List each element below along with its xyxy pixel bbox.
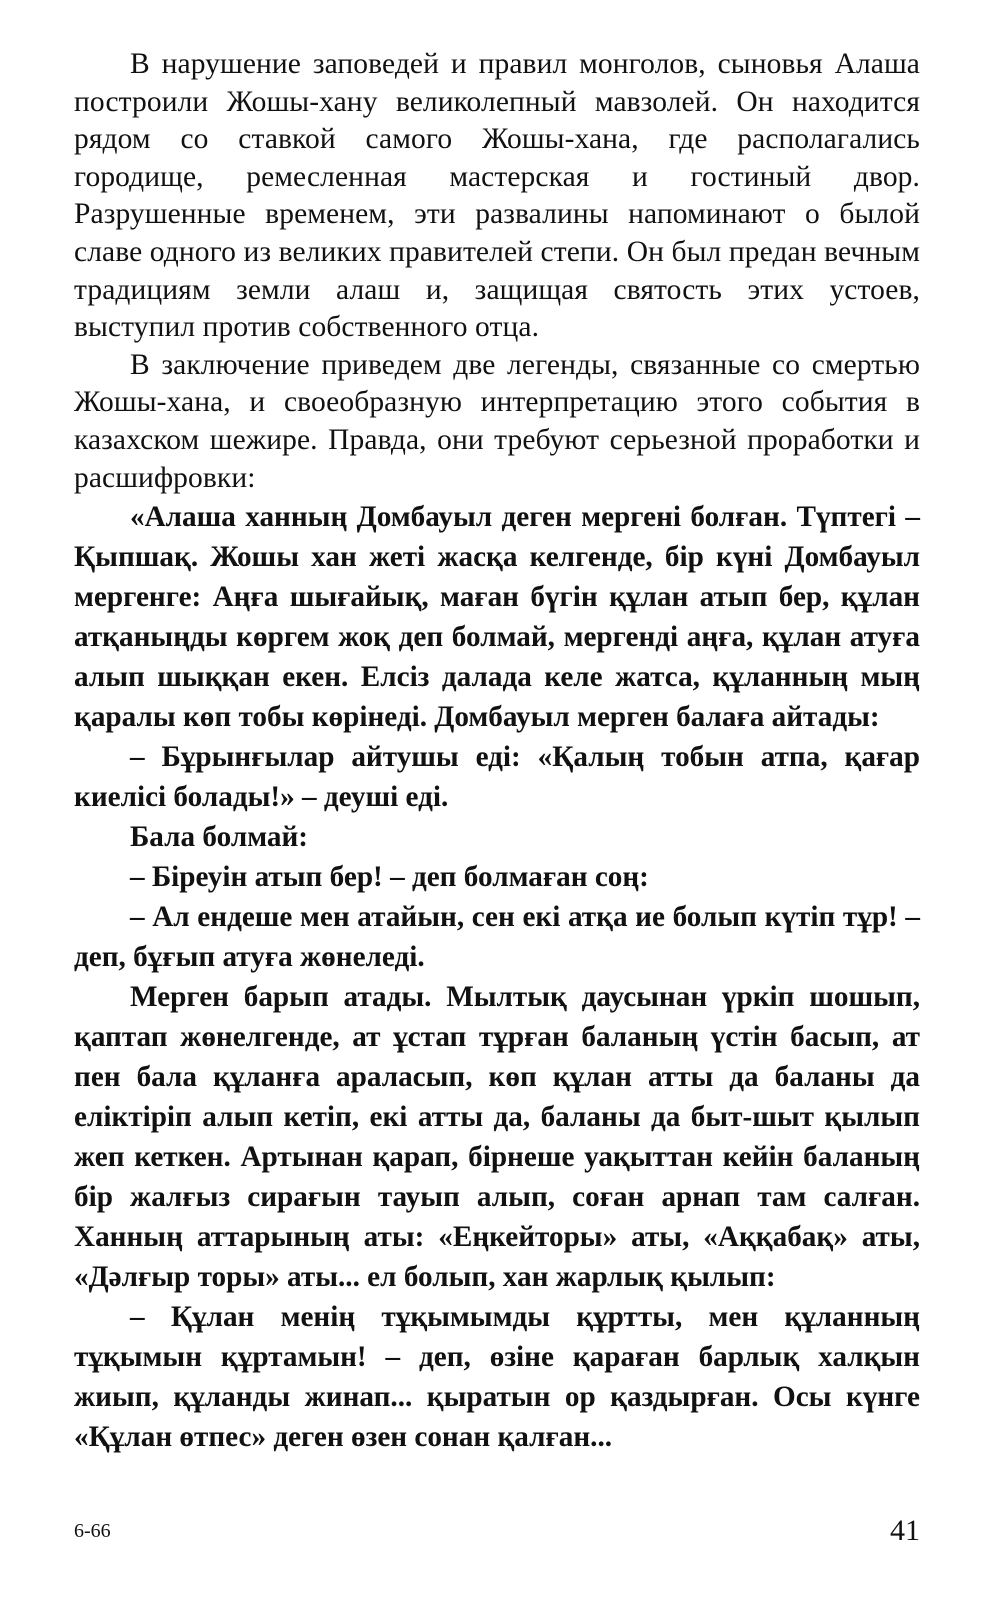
legend-paragraph-3: Бала болмай: bbox=[130, 821, 309, 854]
paragraph-2: В заключение приведем две легенды, связанные со смертью Жошы-хана, и своеобразную интерпретацию этого события в казахском шежире. Правда, они требуют серьезной проработки и расшифровки: bbox=[74, 348, 920, 494]
page-number: 41 bbox=[890, 1514, 920, 1547]
paragraph-1: В нарушение заповедей и правил монголов, сыновья Алаша построили Жошы-хану великолепный мавзолей. Он находится рядом со ставкой самого Жошы-хана, где располагались городище, ремесленная мастерская и гостиный двор. Разрушенные временем, эти развалины напоминают о былой славе одного из великих правителей степи. Он был предан вечным традициям земли алаш и, защищая святость этих устоев, выступил против собственного отца. bbox=[74, 48, 920, 344]
legend-paragraph-5: – Ал ендеше мен атайын, сен екі атқа ие болып күтіп тұр! – деп, бұғып атуға жөнеледі. bbox=[74, 901, 920, 974]
legend-paragraph-7: – Құлан менің тұқымымды құртты, мен құланның тұқымын құртамын! – деп, өзіне қараған барлық халқын жиып, құланды жинап... қыратын ор қаздырған. Осы күнге «Құлан өтпес» деген өзен сонан қалған... bbox=[74, 1301, 920, 1454]
page-body bbox=[74, 46, 920, 1457]
legend-paragraph-6: Мерген барып атады. Мылтық даусынан үркіп шошып, қаптап жөнелгенде, ат ұстап тұрған баланың үстін басып, ат пен бала құланға араласып, көп құлан атты да баланы да еліктіріп алып кетіп, екі атты да, баланы да быт-шыт қылып жеп кеткен. Артынан қарап, бірнеше уақыттан кейін баланың бір жалғыз сирағын тауып алып, соған арнап там салған. Ханның аттарының аты: «Еңкейторы» аты, «Аққабақ» аты, «Дәлғыр торы» аты... ел болып, хан жарлық қылып: bbox=[74, 981, 920, 1294]
legend-paragraph-4: – Біреуін атып бер! – деп болмаған соң: bbox=[130, 861, 649, 894]
signature-code: 6-66 bbox=[74, 1520, 111, 1542]
legend-paragraph-1: «Алаша ханның Домбауыл деген мергені болған. Түптегі – Қыпшақ. Жошы хан жеті жасқа келгенде, бір күні Домбауыл мергенге: Аңға шығайық, маған бүгін құлан атып бер, құлан атқаныңды көргем жоқ деп болмай, мергенді аңға, құлан атуға алып шыққан екен. Елсіз далада келе жатса, құланның мың қаралы көп тобы көрінеді. Домбауыл мерген балаға айтады: bbox=[74, 501, 920, 734]
legend-paragraph-2: – Бұрынғылар айтушы еді: «Қалың тобын атпа, қағар киелісі болады!» – деуші еді. bbox=[74, 741, 920, 814]
